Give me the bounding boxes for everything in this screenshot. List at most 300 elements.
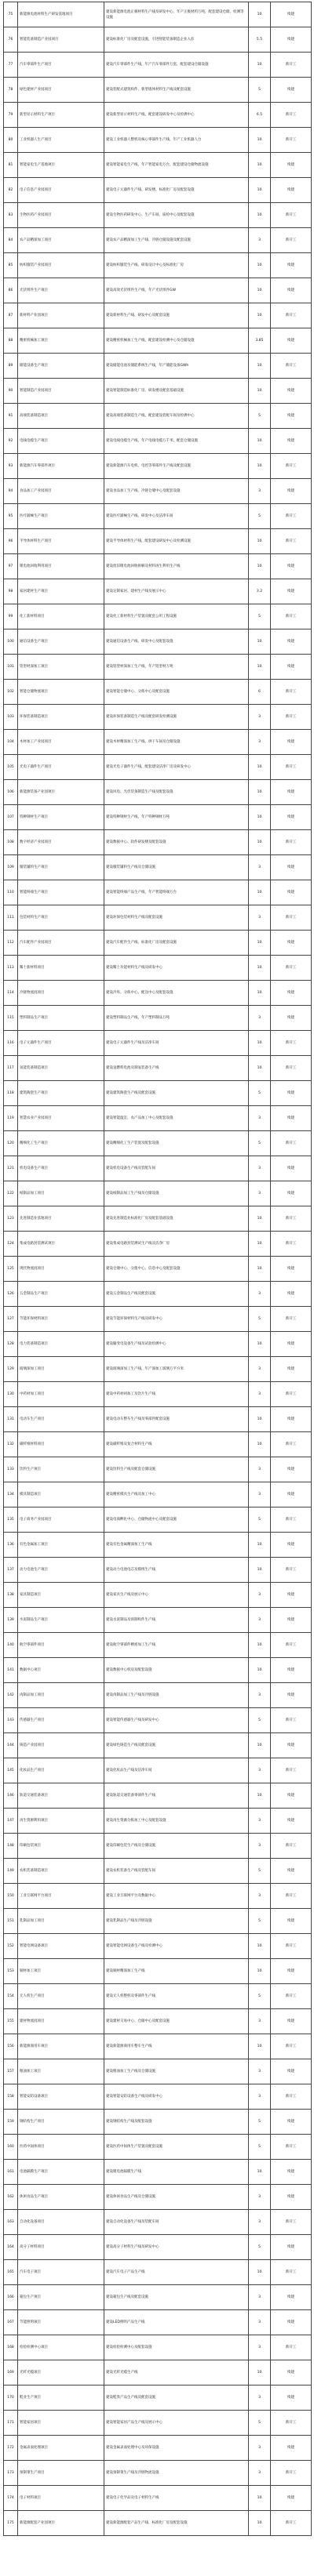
row-number-cell: 77 (4, 53, 18, 78)
project-description-cell: 建设自动化设备生产线及装配车间 (104, 2210, 249, 2235)
row-number-cell: 144 (4, 1733, 18, 1758)
table-row (4, 2260, 312, 2285)
row-number-cell: 76 (4, 27, 18, 53)
project-phase-cell: 续建 (271, 2486, 312, 2511)
project-phase-cell: 续建 (271, 27, 312, 53)
project-name-cell: 自动化设备项目 (18, 2210, 104, 2235)
project-name-cell: 智能家电生产基地项目 (18, 153, 104, 178)
table-row (4, 1633, 312, 1658)
project-name-cell: 智能制造产业园项目 (18, 379, 104, 404)
project-phase-cell: 新开工 (271, 303, 312, 328)
table-row (4, 1232, 312, 1257)
investment-amount-cell: 3 (249, 1608, 271, 1633)
project-description-cell: 建设纸制品加工生产线及仓储设施 (104, 1181, 249, 1206)
investment-amount-cell: 5 (249, 1708, 271, 1733)
project-description-cell: 建设光电子器件生产线，配套建设洁净厂房及研发中心 (104, 755, 249, 780)
table-row (4, 1282, 312, 1307)
row-number-cell: 112 (4, 931, 18, 956)
row-number-cell: 169 (4, 2360, 18, 2386)
project-description-cell: 建设印刷包装生产线及仓储设施 (104, 1834, 249, 1859)
project-description-cell: 建设电商孵化中心、仓储物流中心及配套设施 (104, 1508, 249, 1533)
table-row (4, 855, 312, 880)
project-phase-cell: 新开工 (271, 1758, 312, 1783)
table-row (4, 2009, 312, 2034)
investment-amount-cell: 6 (249, 680, 271, 705)
project-description-cell: 建设智能仓储中心、分拣中心及配套设施 (104, 680, 249, 705)
row-number-cell: 143 (4, 1708, 18, 1733)
row-number-cell: 99 (4, 604, 18, 629)
project-name-cell: 塑料制品生产项目 (18, 1006, 104, 1031)
investment-amount-cell: 3 (249, 1382, 271, 1407)
project-phase-cell: 续建 (271, 1859, 312, 1884)
row-number-cell: 146 (4, 1783, 18, 1809)
row-number-cell: 145 (4, 1758, 18, 1783)
row-number-cell: 120 (4, 1131, 18, 1156)
investment-amount-cell: 6.5 (249, 103, 271, 128)
investment-amount-cell: 10 (249, 1733, 271, 1758)
row-number-cell: 151 (4, 1909, 18, 1934)
project-name-cell: 电动车生产项目 (18, 1407, 104, 1432)
project-name-cell: 航空零部件项目 (18, 1633, 104, 1658)
investment-amount-cell: 3 (249, 1758, 271, 1783)
investment-amount-cell: 10 (249, 128, 271, 153)
table-row (4, 78, 312, 103)
project-phase-cell: 续建 (271, 1106, 312, 1131)
row-number-cell: 98 (4, 579, 18, 604)
investment-amount-cell: 3 (249, 1683, 271, 1708)
table-row (4, 1332, 312, 1357)
table-row (4, 1533, 312, 1558)
row-number-cell: 110 (4, 880, 18, 905)
project-phase-cell: 续建 (271, 153, 312, 178)
row-number-cell: 170 (4, 2386, 18, 2411)
project-name-cell: 轨道交通装备项目 (18, 1783, 104, 1809)
project-name-cell: 智能装备制造产业园项目 (18, 27, 104, 53)
table-row (4, 1081, 312, 1106)
row-number-cell: 130 (4, 1382, 18, 1407)
project-phase-cell: 新开工 (271, 1382, 312, 1407)
project-description-cell: 建设精密机械加工生产线，配套建设检测中心及仓储设施 (104, 328, 249, 354)
investment-amount-cell: 10 (249, 2, 271, 27)
row-number-cell: 125 (4, 1257, 18, 1282)
project-phase-cell: 续建 (271, 1809, 312, 1834)
investment-amount-cell: 3 (249, 228, 271, 253)
project-phase-cell: 新开工 (271, 2335, 312, 2360)
table-row (4, 1783, 312, 1809)
project-phase-cell: 续建 (271, 328, 312, 354)
investment-amount-cell: 3 (249, 2285, 271, 2310)
project-name-cell: 医药中间体项目 (18, 2135, 104, 2160)
project-description-cell: 建设新型显示材料生产线，配套建设研发中心及检测中心 (104, 103, 249, 128)
table-row (4, 253, 312, 278)
project-description-cell: 建设服装辅料生产线及仓储设施 (104, 855, 249, 880)
project-name-cell: 特种钢材生产项目 (18, 805, 104, 830)
row-number-cell: 137 (4, 1558, 18, 1583)
investment-amount-cell: 3 (249, 1181, 271, 1206)
project-description-cell: 建设数据中心、软件研发楼及配套设施 (104, 830, 249, 855)
table-row (4, 529, 312, 554)
project-description-cell: 建设电子元器件生产线、研发楼、标准化厂房及配套设施 (104, 178, 249, 203)
project-description-cell: 建设机电设备生产线及装配车间 (104, 1156, 249, 1181)
project-description-cell: 建设储能电池及储能系统生产线，年产储能设备GWh (104, 354, 249, 379)
investment-amount-cell: 10 (249, 1533, 271, 1558)
investment-amount-cell: 10 (249, 880, 271, 905)
project-phase-cell: 新开工 (271, 2034, 312, 2059)
project-name-cell: 汽车配件产业园项目 (18, 931, 104, 956)
project-description-cell: 建设化妆品生产线及洁净车间 (104, 1758, 249, 1783)
project-description-cell: 建设农机装备生产线及装配车间 (104, 1859, 249, 1884)
project-description-cell: 建设中药材初加工及饮片生产线 (104, 1382, 249, 1407)
project-description-cell: 建设鞋类产品生产线及配套设施 (104, 2386, 249, 2411)
project-name-cell: 纸制品加工项目 (18, 1181, 104, 1206)
project-description-cell: 建设智能家电生产线，年产智能家电万台，配套建设仓储物流设施 (104, 153, 249, 178)
table-row (4, 629, 312, 655)
row-number-cell: 85 (4, 253, 18, 278)
project-name-cell: 智慧农业产业园项目 (18, 1106, 104, 1131)
investment-amount-cell: 10 (249, 529, 271, 554)
investment-amount-cell: 10 (249, 981, 271, 1006)
project-name-cell: 锂电池回收利用项目 (18, 554, 104, 579)
row-number-cell: 157 (4, 2059, 18, 2084)
project-name-cell: 生物医药产业园项目 (18, 203, 104, 228)
investment-amount-cell: 10 (249, 203, 271, 228)
table-row (4, 1257, 312, 1282)
project-name-cell: 模具制造项目 (18, 1482, 104, 1508)
project-phase-cell: 续建 (271, 2185, 312, 2210)
table-row (4, 1683, 312, 1708)
project-name-cell: 数字经济产业园项目 (18, 830, 104, 855)
project-description-cell: 建设智能温室、农产品加工中心及配套设施 (104, 1106, 249, 1131)
investment-amount-cell: 5 (249, 404, 271, 429)
table-row (4, 2436, 312, 2461)
project-name-cell: 农机装备制造项目 (18, 1859, 104, 1884)
investment-amount-cell: 3 (249, 2335, 271, 2360)
investment-amount-cell: 10 (249, 253, 271, 278)
project-phase-cell: 续建 (271, 931, 312, 956)
project-phase-cell: 续建 (271, 178, 312, 203)
project-phase-cell: 新开工 (271, 1307, 312, 1332)
project-description-cell: 建设建材交易中心、仓储中心及配套设施 (104, 2009, 249, 2034)
project-name-cell: 传感器生产项目 (18, 1708, 104, 1733)
investment-amount-cell: 5 (249, 1859, 271, 1884)
table-row (4, 1031, 312, 1056)
table-row (4, 1884, 312, 1909)
table-row (4, 1382, 312, 1407)
project-name-cell: 水泥制品生产项目 (18, 1608, 104, 1633)
row-number-cell: 81 (4, 153, 18, 178)
project-phase-cell: 续建 (271, 1332, 312, 1357)
row-number-cell: 152 (4, 1934, 18, 1959)
row-number-cell: 159 (4, 2110, 18, 2135)
row-number-cell: 103 (4, 705, 18, 730)
project-description-cell: 建设家具生产线及展示中心 (104, 1583, 249, 1608)
project-phase-cell: 续建 (271, 1156, 312, 1181)
project-name-cell: 高端装备制造项目 (18, 404, 104, 429)
project-phase-cell: 续建 (271, 2386, 312, 2411)
table-row (4, 956, 312, 981)
table-row (4, 2360, 312, 2386)
project-phase-cell: 新开工 (271, 504, 312, 529)
project-phase-cell: 新开工 (271, 1206, 312, 1232)
project-name-cell: 新型显示材料生产项目 (18, 103, 104, 128)
project-phase-cell: 新开工 (271, 203, 312, 228)
investment-amount-cell: 3 (249, 1583, 271, 1608)
project-name-cell: 新能源商用车项目 (18, 2034, 104, 2059)
project-phase-cell: 新开工 (271, 2260, 312, 2285)
row-number-cell: 164 (4, 2235, 18, 2260)
investment-amount-cell: 3 (249, 479, 271, 504)
row-number-cell: 150 (4, 1884, 18, 1909)
row-number-cell: 116 (4, 1031, 18, 1056)
row-number-cell: 107 (4, 805, 18, 830)
project-phase-cell: 新开工 (271, 1432, 312, 1457)
project-description-cell: 建设无人机整机及零部件生产线 (104, 1984, 249, 2009)
project-name-cell: 集成电路封装测试项目 (18, 1232, 104, 1257)
row-number-cell: 118 (4, 1081, 18, 1106)
project-description-cell: 建设冷库、分拣中心、配送中心及配套设施 (104, 981, 249, 1006)
table-row (4, 278, 312, 303)
project-phase-cell: 新开工 (271, 103, 312, 128)
project-phase-cell: 新开工 (271, 228, 312, 253)
table-row (4, 1809, 312, 1834)
project-name-cell: 稀土新材料项目 (18, 956, 104, 981)
investment-amount-cell: 3 (249, 1357, 271, 1382)
row-number-cell: 147 (4, 1809, 18, 1834)
project-name-cell: 无人机生产项目 (18, 1984, 104, 2009)
row-number-cell: 131 (4, 1407, 18, 1432)
table-row (4, 2461, 312, 2486)
investment-amount-cell: 10 (249, 1959, 271, 1984)
investment-amount-cell: 3 (249, 2436, 271, 2461)
row-number-cell: 175 (4, 2511, 18, 2536)
project-phase-cell: 新开工 (271, 1131, 312, 1156)
investment-amount-cell: 3 (249, 2461, 271, 2486)
investment-amount-cell: 10 (249, 2511, 271, 2536)
project-name-cell: 电力装备制造项目 (18, 1332, 104, 1357)
table-row (4, 303, 312, 328)
project-phase-cell: 续建 (271, 479, 312, 504)
investment-amount-cell: 3 (249, 730, 271, 755)
project-name-cell: 数据中心项目 (18, 1658, 104, 1683)
investment-amount-cell: 5 (249, 78, 271, 103)
project-description-cell: 建设仓储中心、分拨中心、信息中心及配套设施 (104, 1257, 249, 1282)
project-description-cell: 建设标准化厂房及配套设施，引进智能装备制造企业入驻 (104, 27, 249, 53)
project-phase-cell: 新开工 (271, 2511, 312, 2536)
project-phase-cell: 新开工 (271, 2135, 312, 2160)
project-phase-cell: 新开工 (271, 1508, 312, 1533)
row-number-cell: 135 (4, 1508, 18, 1533)
project-description-cell: 建设电动车整车生产线及零部件配套设施 (104, 1407, 249, 1432)
project-name-cell: 钢结构生产项目 (18, 2110, 104, 2135)
project-name-cell: 先进制造业基地项目 (18, 1206, 104, 1232)
investment-amount-cell: 3 (249, 855, 271, 880)
row-number-cell: 138 (4, 1583, 18, 1608)
investment-amount-cell: 5 (249, 504, 271, 529)
project-description-cell: 建设再生资源分拣加工中心及配套设施 (104, 1809, 249, 1834)
project-phase-cell: 新开工 (271, 1834, 312, 1859)
project-phase-cell: 续建 (271, 2009, 312, 2034)
table-row (4, 1708, 312, 1733)
row-number-cell: 132 (4, 1432, 18, 1457)
investment-amount-cell: 3.85 (249, 328, 271, 354)
investment-amount-cell: 3 (249, 2185, 271, 2210)
project-name-cell: 冷链物流园项目 (18, 981, 104, 1006)
project-description-cell: 建设电子化学品及电子材料生产线 (104, 2486, 249, 2511)
table-row (4, 203, 312, 228)
table-row (4, 2110, 312, 2135)
row-number-cell: 139 (4, 1608, 18, 1633)
investment-amount-cell: 10 (249, 2260, 271, 2285)
project-description-cell: 建设数据中心机房及配套设施 (104, 1658, 249, 1683)
investment-amount-cell: 10 (249, 429, 271, 454)
project-name-cell: 检验检测中心项目 (18, 2335, 104, 2360)
table-row (4, 1106, 312, 1131)
project-phase-cell: 续建 (271, 2360, 312, 2386)
project-name-cell: 休闲食品生产项目 (18, 2185, 104, 2210)
table-row (4, 1006, 312, 1031)
investment-amount-cell: 10 (249, 629, 271, 655)
project-name-cell: 汽车电子项目 (18, 2260, 104, 2285)
project-description-cell: 建设航空零部件精密加工生产线 (104, 1633, 249, 1658)
table-row (4, 1407, 312, 1432)
project-phase-cell: 续建 (271, 981, 312, 1006)
project-name-cell: 通信设备生产项目 (18, 629, 104, 655)
table-row (4, 1482, 312, 1508)
table-row (4, 1156, 312, 1181)
project-phase-cell: 新开工 (271, 2461, 312, 2486)
investment-amount-cell: 10 (249, 805, 271, 830)
table-row (4, 454, 312, 479)
project-name-cell: 医疗器械生产项目 (18, 504, 104, 529)
project-description-cell: 建设节能环保材料生产线及研发中心 (104, 1307, 249, 1332)
investment-amount-cell: 10 (249, 1783, 271, 1809)
table-row (4, 2335, 312, 2360)
project-phase-cell: 续建 (271, 2059, 312, 2084)
project-phase-cell: 续建 (271, 1357, 312, 1382)
table-row (4, 2034, 312, 2059)
project-description-cell: 建设汽车零部件生产线，年产汽车零部件万套，配套建设仓储设施 (104, 53, 249, 78)
row-number-cell: 93 (4, 454, 18, 479)
project-name-cell: 有色金属加工项目 (18, 1533, 104, 1558)
project-description-cell: 建设电线电缆生产线，年产电线电缆万千米，配套仓储设施 (104, 429, 249, 454)
table-row (4, 830, 312, 855)
project-description-cell: 建设输变电设备生产线及试验检测中心 (104, 1332, 249, 1357)
project-name-cell: 中药材加工项目 (18, 1382, 104, 1407)
investment-amount-cell: 10 (249, 1257, 271, 1282)
project-description-cell: 建设新能源汽车电机、电控等零部件生产线及配套设施 (104, 454, 249, 479)
table-row (4, 805, 312, 830)
project-description-cell: 建设光纤光缆生产线 (104, 2360, 249, 2386)
row-number-cell: 141 (4, 1658, 18, 1683)
project-name-cell: 金属表面处理项目 (18, 2436, 104, 2461)
investment-amount-cell: 10 (249, 454, 271, 479)
project-phase-cell: 续建 (271, 404, 312, 429)
table-row (4, 1959, 312, 1984)
investment-amount-cell: 5 (249, 2110, 271, 2135)
row-number-cell: 97 (4, 554, 18, 579)
table-row (4, 354, 312, 379)
project-description-cell: 建设精细化工生产装置及配套设施 (104, 1131, 249, 1156)
table-row (4, 228, 312, 253)
project-phase-cell: 新开工 (271, 529, 312, 554)
project-description-cell: 建设氢燃料电池及制氢装备生产线 (104, 1056, 249, 1081)
table-row (4, 1508, 312, 1533)
project-phase-cell: 新开工 (271, 454, 312, 479)
row-number-cell: 165 (4, 2260, 18, 2285)
project-phase-cell: 续建 (271, 880, 312, 905)
project-name-cell: 肉制品加工项目 (18, 1683, 104, 1708)
project-phase-cell: 续建 (271, 629, 312, 655)
project-description-cell: 建设环保装备制造生产线及配套研发检测设施 (104, 705, 249, 730)
investment-amount-cell: 10 (249, 956, 271, 981)
project-description-cell: 建设预制菜生产线及冷链物流设施 (104, 2461, 249, 2486)
project-description-cell: 建设乳制品生产线及冷链设施 (104, 1909, 249, 1934)
row-number-cell: 126 (4, 1282, 18, 1307)
investment-amount-cell: 3 (249, 905, 271, 931)
investment-amount-cell: 10 (249, 1407, 271, 1432)
project-name-cell: 环保装备制造项目 (18, 705, 104, 730)
project-description-cell: 建设纺织服装生产线、研发设计中心及标准化厂房 (104, 253, 249, 278)
project-phase-cell: 续建 (271, 1733, 312, 1758)
row-number-cell: 163 (4, 2210, 18, 2235)
project-description-cell: 建设工业机器人整机及核心零部件生产线，年产工业机器人台 (104, 128, 249, 153)
table-row (4, 2135, 312, 2160)
row-number-cell: 92 (4, 429, 18, 454)
project-name-cell: 电池隔膜生产项目 (18, 2160, 104, 2185)
table-row (4, 2185, 312, 2210)
project-name-cell: 玻璃深加工项目 (18, 1357, 104, 1382)
investment-amount-cell: 5 (249, 1307, 271, 1332)
investment-amount-cell: 3.2 (249, 579, 271, 604)
project-phase-cell: 续建 (271, 2285, 312, 2310)
project-phase-cell: 新开工 (271, 2411, 312, 2436)
row-number-cell: 160 (4, 2135, 18, 2160)
project-phase-cell: 续建 (271, 1482, 312, 1508)
investment-amount-cell: 10 (249, 278, 271, 303)
row-number-cell: 122 (4, 1181, 18, 1206)
table-row (4, 2084, 312, 2110)
row-number-cell: 100 (4, 629, 18, 655)
project-description-cell: 建设铝型材深加工生产线，年产铝型材万吨 (104, 655, 249, 680)
project-name-cell: 木材加工产业园项目 (18, 730, 104, 755)
row-number-cell: 172 (4, 2436, 18, 2461)
project-name-cell: 家居建材生产项目 (18, 579, 104, 604)
table-row (4, 2310, 312, 2335)
project-phase-cell: 新开工 (271, 1934, 312, 1959)
project-phase-cell: 新开工 (271, 2210, 312, 2235)
row-number-cell: 117 (4, 1056, 18, 1081)
project-phase-cell: 续建 (271, 429, 312, 454)
table-row (4, 1432, 312, 1457)
project-phase-cell: 续建 (271, 1282, 312, 1307)
row-number-cell: 91 (4, 404, 18, 429)
table-row (4, 931, 312, 956)
table-row (4, 1457, 312, 1482)
investment-amount-cell: 10 (249, 1934, 271, 1959)
investment-amount-cell: 10 (249, 1232, 271, 1257)
project-description-cell: 建设半导体材料生产线，配套建设研发中心及检测设施 (104, 529, 249, 554)
project-name-cell: 动力电池生产项目 (18, 1558, 104, 1583)
row-number-cell: 88 (4, 328, 18, 354)
row-number-cell: 104 (4, 730, 18, 755)
table-row (4, 1909, 312, 1934)
project-name-cell: 智能终端生产项目 (18, 880, 104, 905)
project-phase-cell: 新开工 (271, 1232, 312, 1257)
project-description-cell: 建设通信设备生产线、研发中心及配套设施 (104, 629, 249, 655)
project-description-cell: 建设环保包装材料生产线及配套设施 (104, 905, 249, 931)
project-phase-cell: 新开工 (271, 956, 312, 981)
investment-amount-cell: 5.5 (249, 27, 271, 53)
